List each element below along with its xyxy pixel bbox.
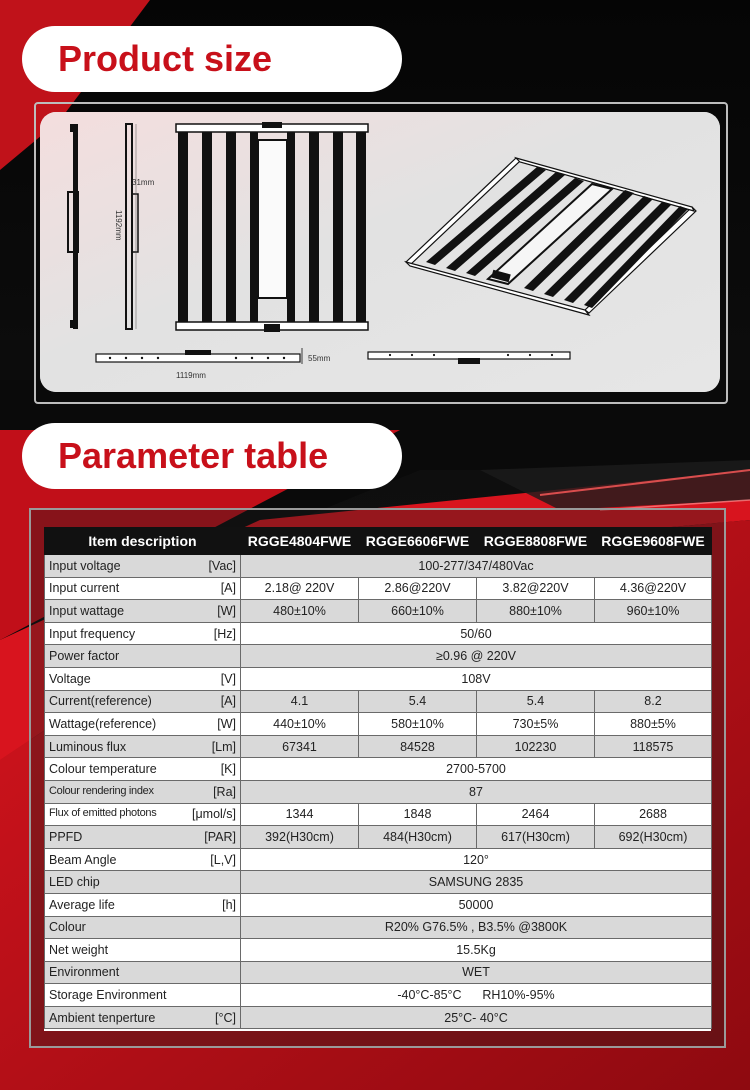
row-unit: [h] (222, 897, 236, 912)
row-value: 392(H30cm) (241, 826, 359, 849)
row-label-cell (45, 961, 241, 984)
row-label: Storage Environment (49, 988, 167, 1003)
row-unit: [W] (217, 603, 236, 618)
table-row (45, 600, 712, 623)
row-unit: [A] (220, 694, 236, 709)
table-row (45, 645, 712, 668)
row-value: 2.86@220V (359, 577, 477, 600)
row-label-cell (45, 667, 241, 690)
row-label: Input voltage (49, 558, 121, 573)
row-value: 2464 (477, 803, 595, 826)
row-value-merged: -40°C-85°C RH10%-95% (241, 984, 712, 1007)
table-row (45, 871, 712, 894)
row-label-cell (45, 622, 241, 645)
row-label-cell (45, 758, 241, 781)
row-label: Wattage(reference) (49, 716, 157, 731)
header-model: RGGE8808FWE (477, 528, 595, 555)
row-label-cell (45, 939, 241, 962)
table-row (45, 690, 712, 713)
table-row (45, 622, 712, 645)
row-value: 67341 (241, 735, 359, 758)
row-value: 3.82@220V (477, 577, 595, 600)
row-label: Environment (49, 965, 120, 980)
row-label: Voltage (49, 671, 91, 686)
row-unit: [L,V] (210, 852, 236, 867)
row-value: 617(H30cm) (477, 826, 595, 849)
row-value: 580±10% (359, 713, 477, 736)
row-label-cell (45, 713, 241, 736)
table-row (45, 577, 712, 600)
table-row (45, 939, 712, 962)
table-row (45, 826, 712, 849)
row-label: Colour (49, 920, 86, 935)
row-label-cell (45, 803, 241, 826)
row-value-merged: R20% G76.5% , B3.5% @3800K (241, 916, 712, 939)
row-value: 8.2 (595, 690, 712, 713)
table-row (45, 713, 712, 736)
row-unit: [°C] (215, 1010, 236, 1025)
table-row (45, 893, 712, 916)
table-header-row (45, 528, 712, 555)
row-label: Input frequency (49, 626, 136, 641)
row-value-merged: 120° (241, 848, 712, 871)
row-unit: [V] (220, 671, 236, 686)
row-value-merged: 50/60 (241, 622, 712, 645)
table-row (45, 758, 712, 781)
row-label-cell (45, 916, 241, 939)
table-row (45, 1006, 712, 1029)
table-row (45, 916, 712, 939)
row-label-cell (45, 780, 241, 803)
row-value-merged: 87 (241, 780, 712, 803)
width-dimension: 1119mm (176, 371, 206, 380)
row-label: Power factor (49, 649, 120, 664)
row-label: Flux of emitted photons (49, 807, 157, 820)
row-value: 118575 (595, 735, 712, 758)
row-label-cell (45, 984, 241, 1007)
row-value-merged: 50000 (241, 893, 712, 916)
product-size-heading: Product size (22, 26, 402, 92)
row-value-merged: 100-277/347/480Vac (241, 555, 712, 578)
table-row (45, 961, 712, 984)
row-value-merged: WET (241, 961, 712, 984)
row-value: 484(H30cm) (359, 826, 477, 849)
height-dimension: 1192mm (114, 210, 123, 241)
row-label-cell (45, 690, 241, 713)
row-label: LED chip (49, 875, 100, 890)
parameter-table-heading: Parameter table (22, 423, 402, 489)
table-row (45, 803, 712, 826)
row-unit: [Hz] (213, 626, 236, 641)
table-row (45, 984, 712, 1007)
row-label: Average life (49, 897, 115, 912)
row-value: 1848 (359, 803, 477, 826)
row-unit: [PAR] (204, 829, 236, 844)
depth-dimension: 31mm (132, 178, 155, 187)
row-value: 730±5% (477, 713, 595, 736)
table-row (45, 555, 712, 578)
table-row (45, 780, 712, 803)
row-value-merged: ≥0.96 @ 220V (241, 645, 712, 668)
row-value: 4.1 (241, 690, 359, 713)
row-label: Input wattage (49, 603, 125, 618)
row-label-cell (45, 893, 241, 916)
row-value: 1344 (241, 803, 359, 826)
thickness-dimension: 55mm (308, 354, 331, 363)
row-label: PPFD (49, 829, 83, 844)
row-value: 2688 (595, 803, 712, 826)
row-label: Ambient tenperture (49, 1010, 156, 1025)
row-label-cell (45, 600, 241, 623)
parameter-table-container (44, 527, 711, 1031)
row-label: Colour rendering index (49, 784, 154, 797)
row-value: 692(H30cm) (595, 826, 712, 849)
row-label-cell (45, 735, 241, 758)
row-value: 880±10% (477, 600, 595, 623)
table-row (45, 667, 712, 690)
header-model: RGGE6606FWE (359, 528, 477, 555)
row-unit: [Lm] (211, 739, 236, 754)
row-label: Net weight (49, 942, 109, 957)
row-value: 960±10% (595, 600, 712, 623)
row-value: 880±5% (595, 713, 712, 736)
row-value: 440±10% (241, 713, 359, 736)
row-value: 5.4 (359, 690, 477, 713)
row-label: Luminous flux (49, 739, 127, 754)
row-label: Input current (49, 581, 120, 596)
row-label-cell (45, 555, 241, 578)
row-label-cell (45, 1006, 241, 1029)
table-row (45, 848, 712, 871)
row-value: 5.4 (477, 690, 595, 713)
row-value: 84528 (359, 735, 477, 758)
row-value-merged: 25°C- 40°C (241, 1006, 712, 1029)
row-value: 480±10% (241, 600, 359, 623)
row-unit: [A] (220, 581, 236, 596)
row-value: 102230 (477, 735, 595, 758)
row-label-cell (45, 577, 241, 600)
row-unit: [K] (220, 762, 236, 777)
row-label-cell (45, 871, 241, 894)
header-model: RGGE4804FWE (241, 528, 359, 555)
row-unit: [μmol/s] (191, 807, 236, 822)
row-unit: [W] (217, 716, 236, 731)
row-label-cell (45, 848, 241, 871)
row-unit: [Ra] (213, 784, 236, 799)
row-unit: [Vac] (208, 558, 236, 573)
row-label-cell (45, 826, 241, 849)
row-value: 4.36@220V (595, 577, 712, 600)
row-label-cell (45, 645, 241, 668)
parameter-table (44, 527, 712, 1029)
row-value-merged: 15.5Kg (241, 939, 712, 962)
product-dimension-drawing (40, 112, 720, 392)
row-label: Beam Angle (49, 852, 117, 867)
row-value: 660±10% (359, 600, 477, 623)
row-value-merged: 2700-5700 (241, 758, 712, 781)
header-item-description: Item description (45, 528, 241, 555)
row-value-merged: 108V (241, 667, 712, 690)
table-row (45, 735, 712, 758)
row-value: 2.18@ 220V (241, 577, 359, 600)
row-label: Current(reference) (49, 694, 152, 709)
row-label: Colour temperature (49, 762, 157, 777)
row-value-merged: SAMSUNG 2835 (241, 871, 712, 894)
header-model: RGGE9608FWE (595, 528, 712, 555)
product-drawing-panel (40, 112, 720, 392)
